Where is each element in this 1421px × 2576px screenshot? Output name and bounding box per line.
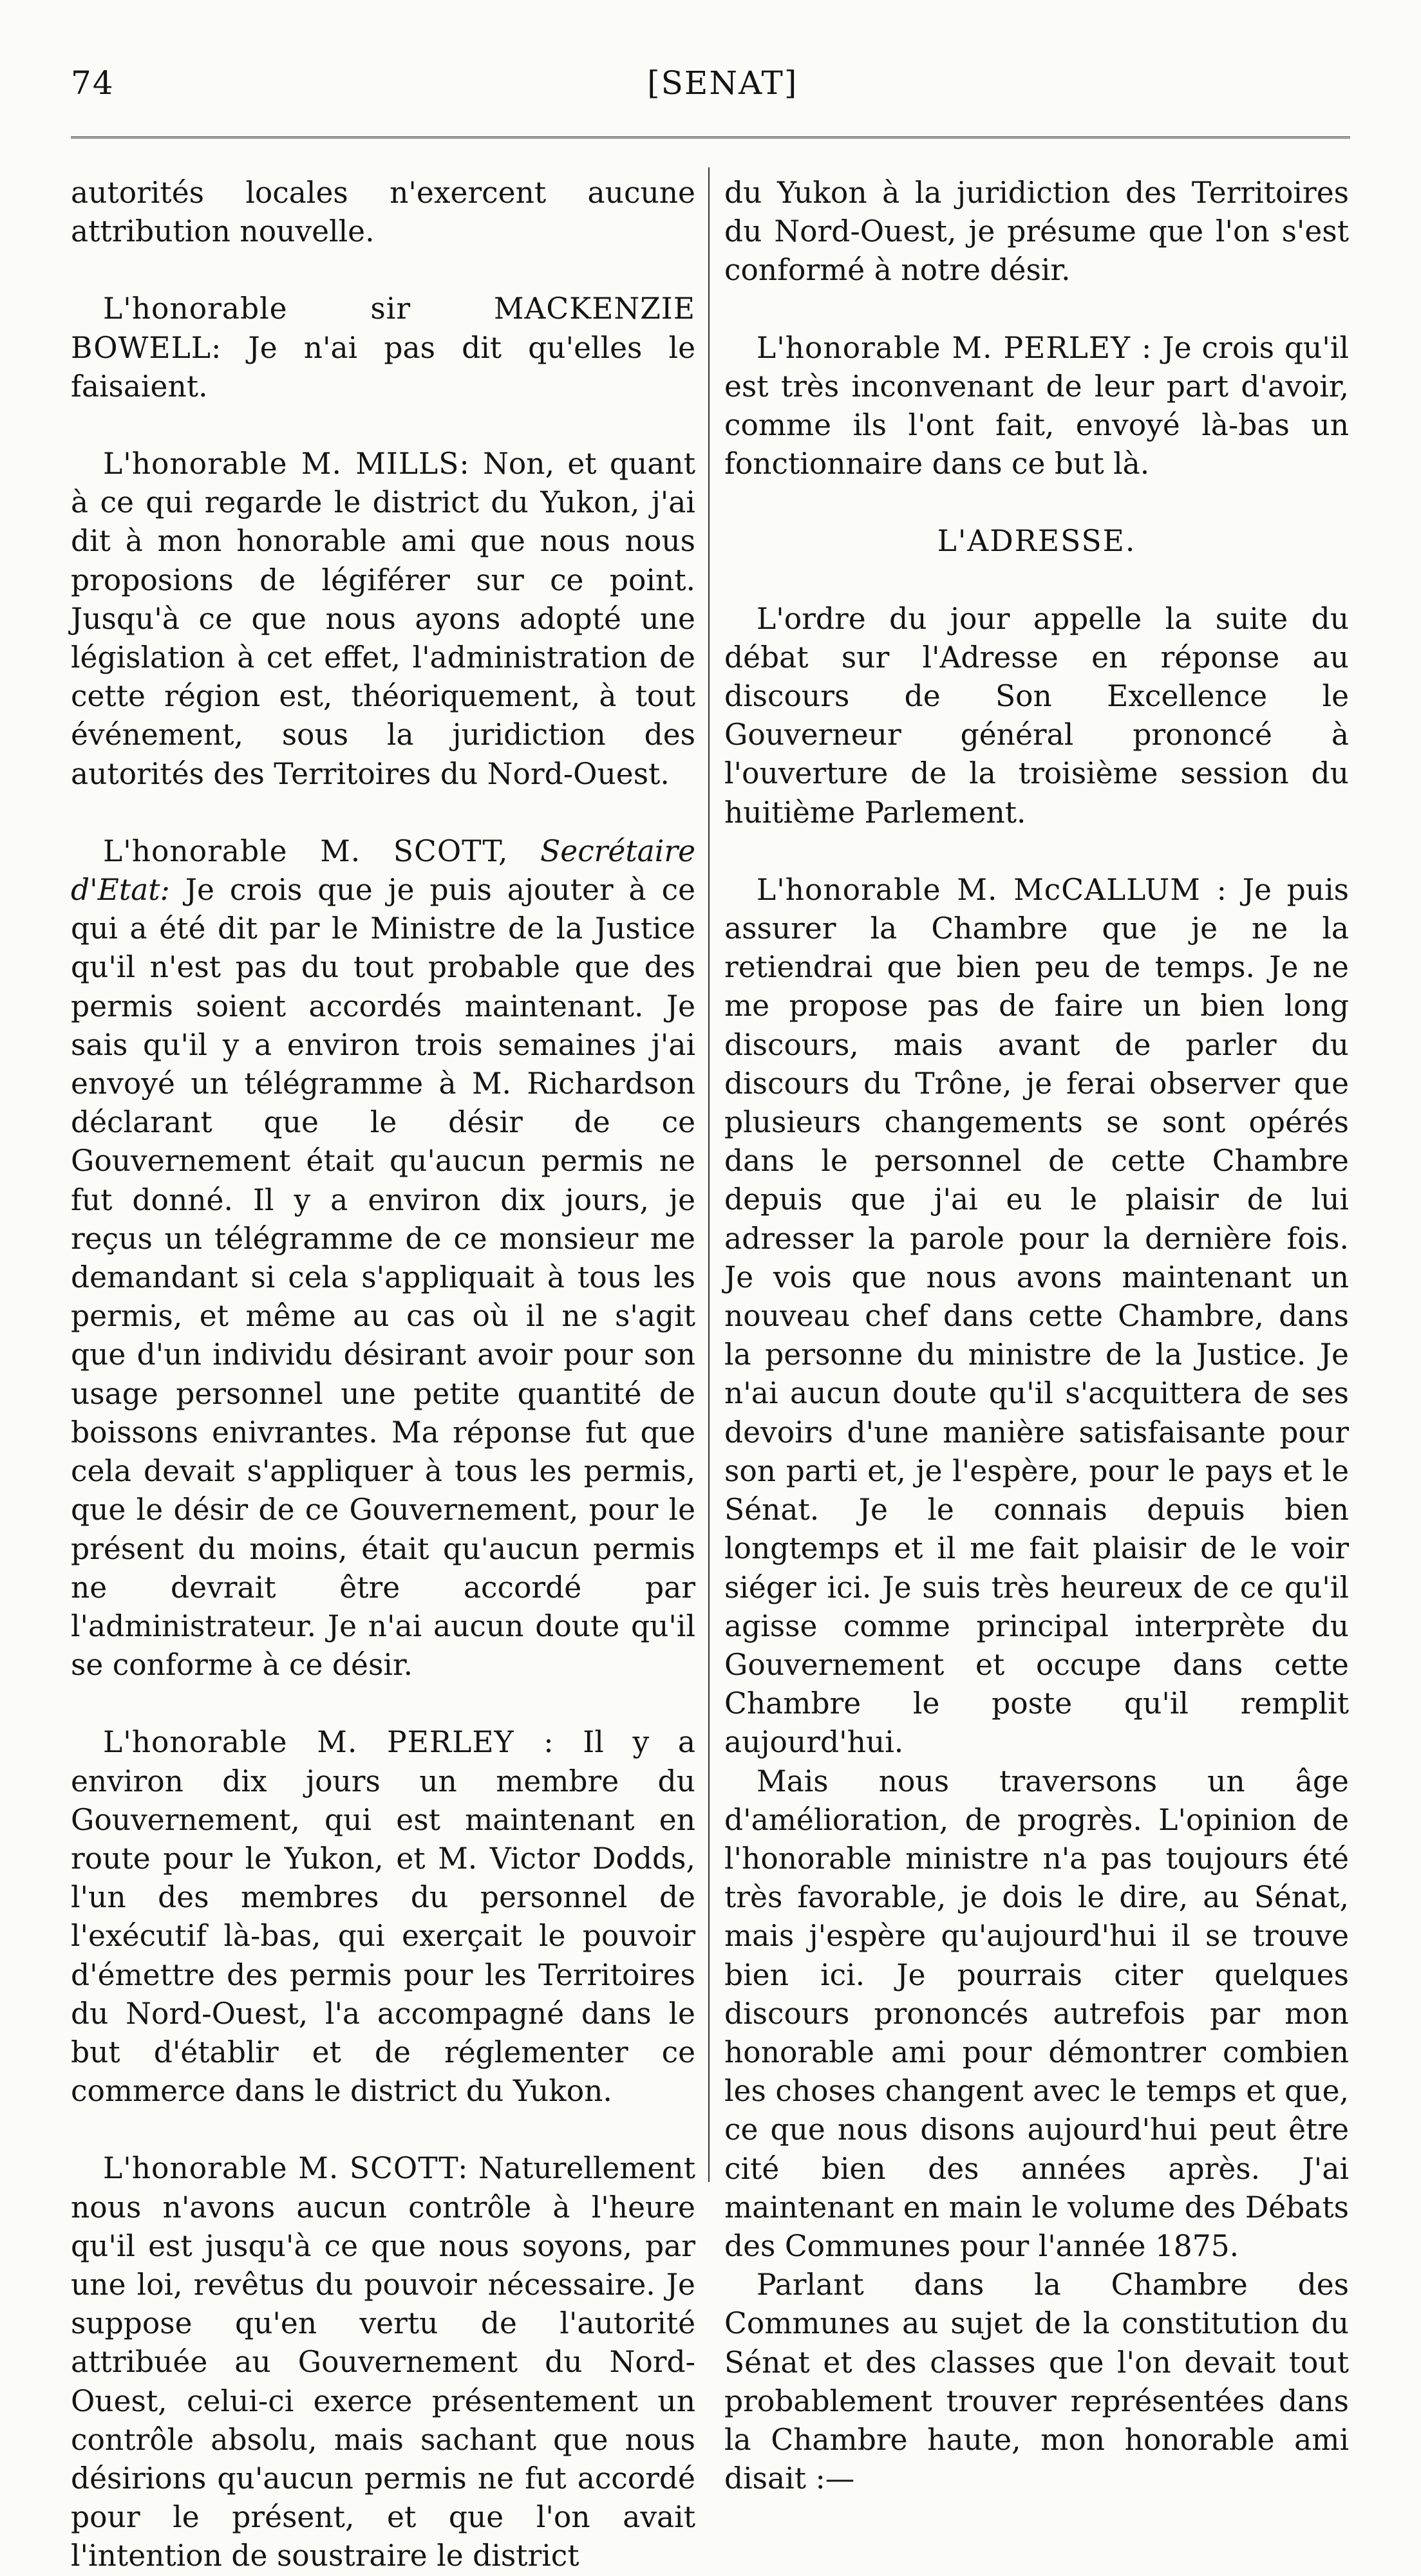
right-column [724,174,1349,2496]
speaker-name: L'honorable M. MILLS: [103,447,470,481]
page-number: 74 [71,64,115,102]
speech-text: Il y a environ dix jours un membre du Gouvernement, qui est maintenant en route pour le Yukon, et M. Victor Dodds, l'un des membres du personnel de l'exécutif là-bas, qui exerçait le pouvoir d'émettre des permis pour les Territoires du Nord-Ouest, l'a accompagné dans le but d'établir et de réglementer ce commerce dans le district du Yukon. [71,1725,695,2109]
speech-paragraph [71,832,695,1685]
section-heading: L'ADRESSE. [937,524,1136,559]
speaker-name: L'honorable M. McCALLUM : [757,872,1227,907]
speaker-name: L'honorable M. SCOTT: [103,2151,469,2186]
speech-text: Je puis assurer la Chambre que je ne la retiendrai que bien peu de temps. Je ne me propose pas de faire un bien long discours, mais avant de parler du discours du Trône, je ferai observer que plusieurs changements se sont opérés dans le personnel de cette Chambre depuis que j'ai eu le plaisir de lui adresser la parole pour la dernière fois. Je vois que nous avons maintenant un nouveau chef dans cette Chambre, dans la personne du ministre de la Justice. Je n'ai aucun doute qu'il s'acquittera de ses devoirs d'une manière satisfaisante pour son parti et, je l'espère, pour le pays et le Sénat. Je le connais depuis bien longtemps et il me fait plaisir de le voir siéger ici. Je suis très heureux de ce qu'il agisse comme principal interprète du Gouvernement et occupe dans cette Chambre le poste qu'il remplit aujourd'hui. [724,872,1349,1760]
speech-paragraph [724,329,1349,484]
speaker-name: L'honorable M. PERLEY : [757,330,1153,365]
left-column [71,174,696,2573]
running-head: [SENAT] [647,64,798,102]
speech-paragraph [724,871,1349,1762]
speech-paragraph [71,445,695,794]
speaker-title: Secrétaire d'Etat: [71,834,695,908]
speech-text: Je crois que je puis ajouter à ce qui a été dit par le Ministre de la Justice qu'il n'est pas du tout probable que des permis soient accordés maintenant. Je sais qu'il y a environ trois semaines j'ai envoyé un télégramme à M. Richardson déclarant que le désir de ce Gouvernement était qu'aucun permis ne fut donné. Il y a environ dix jours, je reçus un télégramme de ce monsieur me demandant si cela s'appliquait à tous les permis, et même au cas où il ne s'agit que d'un individu désirant avoir pour son usage personnel une petite quantité de boissons enivrantes. Ma réponse fut que cela devait s'appliquer à tous les permis, que le désir de ce Gouvernement, pour le présent du moins, était qu'aucun permis ne devrait être accordé par l'administrateur. Je n'ai aucun doute qu'il se conforme à ce désir. [71,873,695,1683]
speech-paragraph [71,290,695,406]
speaker-name: L'honorable M. PERLEY : [103,1725,554,1760]
speech-text: Je crois qu'il est très inconvenant de leur part d'avoir, comme ils l'ont fait, envoyé là-bas un fonctionnaire dans ce but là. [724,330,1349,481]
speaker-name: L'honorable M. SCOTT, [103,834,509,868]
speech-text: Je n'ai pas dit qu'elles le faisaient. [71,330,695,404]
paragraph: autorités locales n'exercent aucune attribution nouvelle. [71,176,695,249]
speech-paragraph [71,1723,695,2111]
header-rule [71,136,1350,138]
paragraph: Parlant dans la Chambre des Communes au sujet de la constitution du Sénat et des classes que l'on devait tout probablement trouver représentées dans la Chambre haute, mon honorable ami disait :— [724,2268,1349,2496]
paragraph: du Yukon à la juridiction des Territoires du Nord-Ouest, je présume que l'on s'est conformé à notre désir. [724,176,1349,288]
paragraph: Mais nous traversons un âge d'amélioration, de progrès. L'opinion de l'honorable ministre n'a pas toujours été très favorable, je dois le dire, au Sénat, mais j'espère qu'aujourd'hui il se trouve bien ici. Je pourrais citer quelques discours prononcés autrefois par mon honorable ami pour démontrer combien les choses changent avec le temps et que, ce que nous disons aujourd'hui peut être cité bien des années après. J'ai maintenant en main le volume des Débats des Communes pour l'année 1875. [724,1764,1349,2263]
speech-text: Naturellement nous n'avons aucun contrôle à l'heure qu'il est jusqu'à ce que nous soyons, par une loi, revêtus du pouvoir nécessaire. Je suppose qu'en vertu de l'autorité attribuée au Gouvernement du Nord-Ouest, celui-ci exerce présentement un contrôle absolu, mais sachant que nous désirions qu'aucun permis ne fut accordé pour le présent, et que l'on avait l'intention de soustraire le district [71,2151,695,2573]
speaker-name: L'honorable sir MACKENZIE BOWELL: [71,292,695,365]
paragraph: L'ordre du jour appelle la suite du débat sur l'Adresse en réponse au discours de Son Excellence le Gouverneur général prononcé à l'ouverture de la troisième session du huitième Parlement. [724,601,1349,830]
column-divider [708,167,710,2182]
speech-text: Non, et quant à ce qui regarde le district du Yukon, j'ai dit à mon honorable ami que nous nous proposions de légiférer sur ce point. Jusqu'à ce que nous ayons adopté une législation à cet effet, l'administration de cette région est, théoriquement, à tout événement, sous la juridiction des autorités des Territoires du Nord-Ouest. [71,447,696,791]
speech-paragraph [71,2149,695,2575]
page-header [71,64,1350,109]
